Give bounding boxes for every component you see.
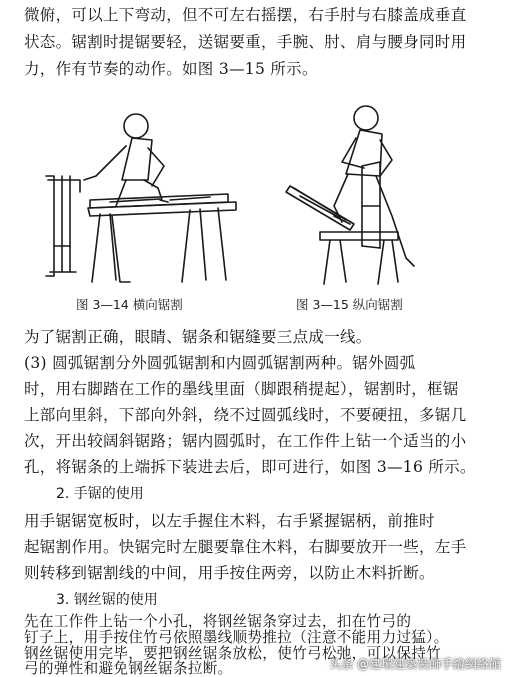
paragraph-arc-line-2: 时，用右脚踏在工作的墨线里面（脚跟稍提起），锯割时，框锯: [24, 380, 459, 398]
figure-crosscut-sawing: [40, 96, 240, 286]
paragraph-arc-line-3: 上部向里斜，下部向外斜，绕不过圆弧线时，不要硬扭，多锯几: [24, 406, 467, 424]
paragraph-top-line-3: 力，作有节奏的动作。如图 3—15 所示。: [24, 60, 318, 78]
section-2-line-3: 则转移到锯割线的中间，用手按住两旁，以防止木料折断。: [24, 564, 435, 582]
paragraph-arc-line-1: (3) 圆弧锯割分外圆弧锯割和内圆弧锯割两种。锯外圆弧: [24, 354, 416, 372]
section-3-line-3: 钢丝锯使用完毕，要把钢丝锯条放松，使竹弓松弛，可以保持竹: [24, 645, 442, 662]
figure-rip-sawing: [280, 96, 440, 286]
source-watermark: 头条 @建環建築裝飾手繪網絡館: [329, 657, 501, 671]
section-3-line-2: 钉子上，用手按住竹弓依照墨线顺势推拉（注意不能用力过猛）。: [24, 629, 449, 646]
paragraph-top-line-1: 微俯，可以上下弯动，但不可左右摇摆，右手肘与右膝盖成垂直: [24, 6, 467, 24]
section-2-heading: 2. 手锯的使用: [56, 486, 144, 502]
section-3-line-4: 弓的弹性和避免钢丝锯条拉断。: [24, 660, 233, 677]
paragraph-arc-line-4: 次，开出较阔斜锯路；锯内圆弧时，在工作件上钻一个适当的小: [24, 432, 467, 450]
section-2-line-2: 起锯割作用。快锯完时左腿要靠住木料，右脚要放开一些，左手: [24, 538, 467, 556]
section-2-line-1: 用手锯锯宽板时，以左手握住木料，右手紧握锯柄，前推时: [24, 512, 435, 530]
figure-3-14-caption: 图 3—14 横向锯割: [76, 297, 183, 312]
paragraph-top-line-2: 状态。锯割时提锯要轻，送锯要重，手腕、肘、肩与腰身同时用: [24, 33, 467, 51]
section-3-line-1: 先在工作件上钻一个小孔，将钢丝锯条穿过去，扣在竹弓的: [24, 613, 412, 630]
figure-3-15-caption: 图 3—15 纵向锯割: [296, 297, 403, 312]
paragraph-alignment: 为了锯割正确，眼睛、锯条和锯缝要三点成一线。: [24, 328, 372, 346]
paragraph-arc-line-5: 孔，将锯条的上端拆下装进去后，即可进行，如图 3—16 所示。: [24, 458, 476, 476]
section-3-heading: 3. 钢丝锯的使用: [56, 592, 158, 608]
